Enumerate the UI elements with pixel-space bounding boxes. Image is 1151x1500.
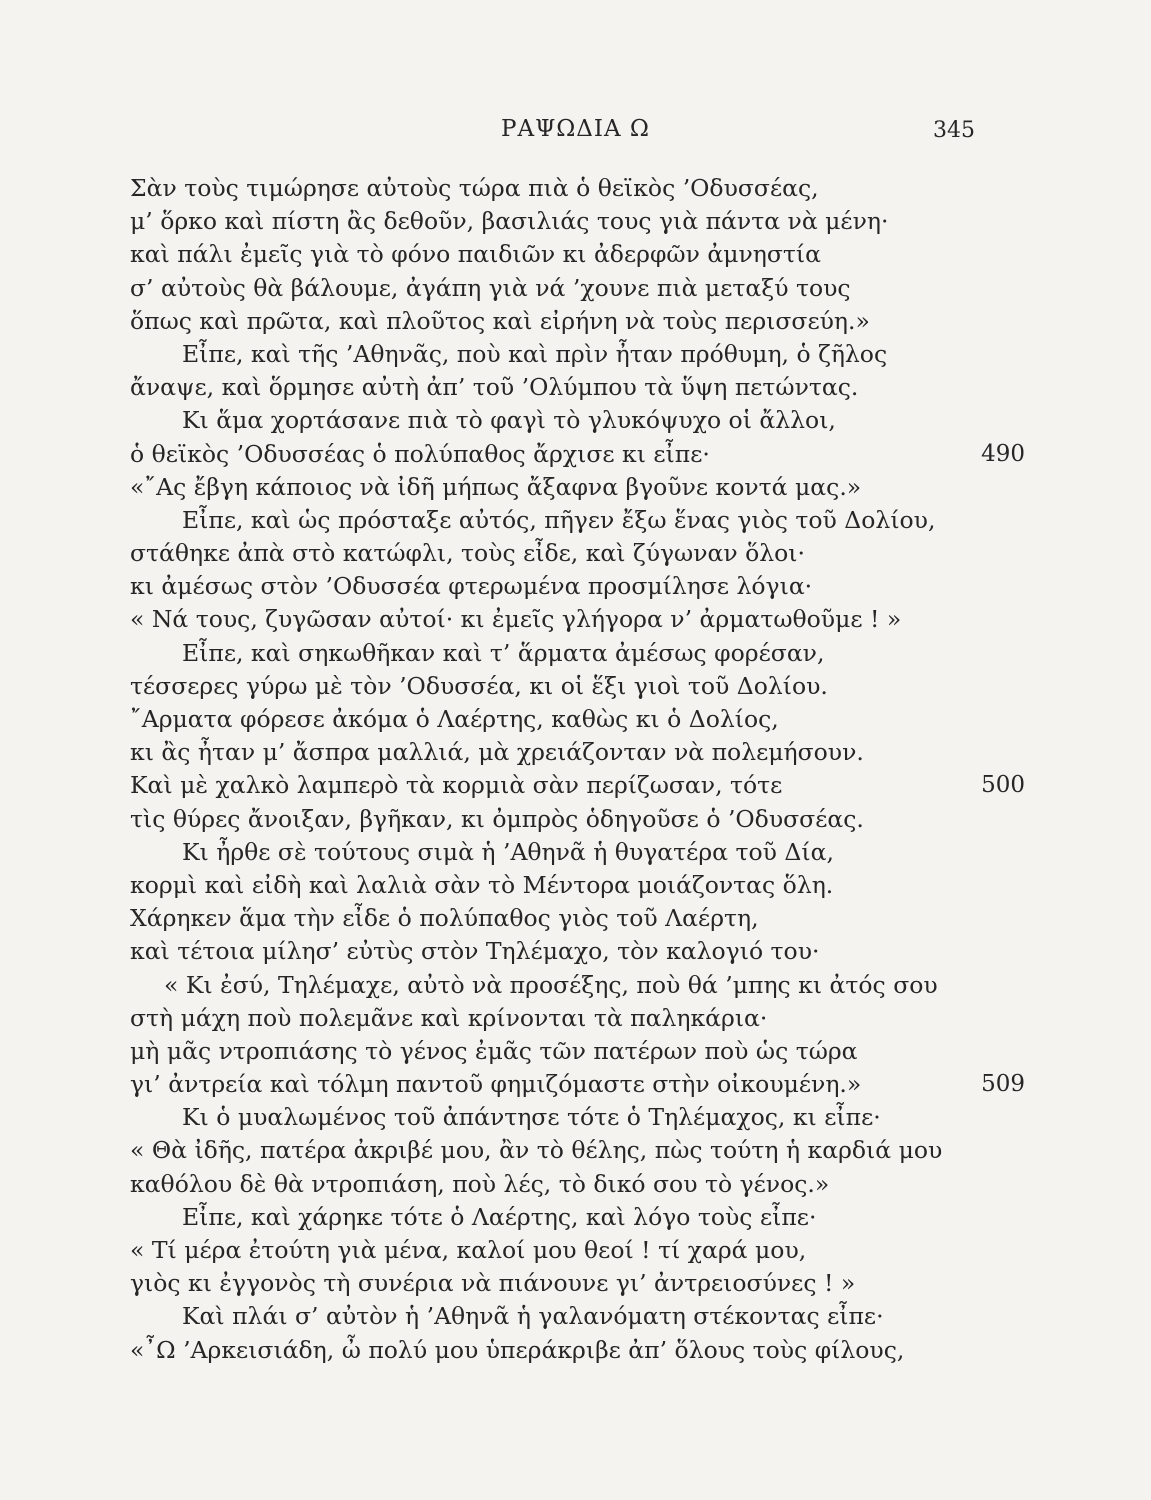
verse-line xyxy=(130,1134,1025,1167)
verse-line xyxy=(130,1068,1025,1101)
verse-line xyxy=(130,371,1025,404)
line-number: 500 xyxy=(981,772,1025,799)
verse-line xyxy=(130,537,1025,570)
verse-line xyxy=(130,703,1025,736)
verse-text: Εἶπε, καὶ χάρηκε τότε ὁ Λαέρτης, καὶ λόγο τοὺς εἶπε· xyxy=(182,1202,817,1231)
verse-line xyxy=(130,637,1025,670)
verse-line xyxy=(130,570,1025,603)
verse-text: « Νά τους, ζυγῶσαν αὐτοί· κι ἐμεῖς γλήγορα ν’ ἀρματωθοῦμε ! » xyxy=(130,605,902,634)
verse-text: Χάρηκεν ἅμα τὴν εἶδε ὁ πολύπαθος γιὸς τοῦ Λαέρτη, xyxy=(130,904,759,933)
verse-text: Εἶπε, καὶ τῆς ’Αθηνᾶς, ποὺ καὶ πρὶν ἦταν πρόθυμη, ὁ ζῆλος xyxy=(182,339,888,368)
verse-block xyxy=(130,172,1025,1367)
verse-line xyxy=(130,305,1025,338)
verse-text: Κι ἅμα χορτάσανε πιὰ τὸ φαγὶ τὸ γλυκόψυχο οἱ ἄλλοι, xyxy=(182,406,836,435)
verse-text: « Θὰ ἰδῆς, πατέρα ἀκριβέ μου, ἂν τὸ θέλης, πὼς τούτη ἡ καρδιά μου xyxy=(130,1136,943,1165)
verse-text: γιὸς κι ἐγγονὸς τὴ συνέρια νὰ πιάνουνε γι’ ἀντρειοσύνες ! » xyxy=(130,1269,856,1298)
verse-text: Καὶ πλάι σ’ αὐτὸν ἡ ’Αθηνᾶ ἡ γαλανόματη στέκοντας εἶπε· xyxy=(182,1302,884,1331)
page-number: 345 xyxy=(933,118,975,143)
line-number: 490 xyxy=(981,440,1025,467)
verse-line xyxy=(130,504,1025,537)
verse-text: τέσσερες γύρω μὲ τὸν ’Οδυσσέα, κι οἱ ἕξι γιοὶ τοῦ Δολίου. xyxy=(130,671,828,700)
verse-line xyxy=(130,205,1025,238)
verse-line xyxy=(130,1002,1025,1035)
verse-line xyxy=(130,1267,1025,1300)
verse-line xyxy=(130,471,1025,504)
verse-text: Κι ὁ μυαλωμένος τοῦ ἀπάντησε τότε ὁ Τηλέμαχος, κι εἶπε· xyxy=(182,1103,881,1132)
verse-text: καὶ πάλι ἐμεῖς γιὰ τὸ φόνο παιδιῶν κι ἀδερφῶν ἀμνηστία xyxy=(130,240,821,269)
verse-line xyxy=(130,869,1025,902)
verse-text: Καὶ μὲ χαλκὸ λαμπερὸ τὰ κορμιὰ σὰν περίζωσαν, τότε xyxy=(130,771,783,800)
verse-line xyxy=(130,969,1025,1002)
verse-line xyxy=(130,836,1025,869)
verse-text: ὅπως καὶ πρῶτα, καὶ πλοῦτος καὶ εἰρήνη νὰ τοὺς περισσεύη.» xyxy=(130,306,870,335)
verse-line xyxy=(130,1201,1025,1234)
verse-line xyxy=(130,404,1025,437)
verse-text: Εἶπε, καὶ ὡς πρόσταξε αὐτός, πῆγεν ἔξω ἕνας γιὸς τοῦ Δολίου, xyxy=(182,505,936,534)
verse-text: «῎Ας ἔβγη κάποιος νὰ ἰδῆ μήπως ἄξαφνα βγοῦνε κοντά μας.» xyxy=(130,472,862,501)
verse-line xyxy=(130,438,1025,471)
verse-line xyxy=(130,935,1025,968)
verse-text: καθόλου δὲ θὰ ντροπιάση, ποὺ λές, τὸ δικό σου τὸ γένος.» xyxy=(130,1169,830,1198)
verse-line xyxy=(130,736,1025,769)
verse-line xyxy=(130,902,1025,935)
verse-text: κορμὶ καὶ εἰδὴ καὶ λαλιὰ σὰν τὸ Μέντορα μοιάζοντας ὅλη. xyxy=(130,870,834,899)
verse-line xyxy=(130,272,1025,305)
verse-text: κι ἂς ἦταν μ’ ἄσπρα μαλλιά, μὰ χρειάζονταν νὰ πολεμήσουν. xyxy=(130,738,864,767)
verse-line xyxy=(130,1334,1025,1367)
verse-text: μὴ μᾶς ντροπιάσης τὸ γένος ἐμᾶς τῶν πατέρων ποὺ ὡς τώρα xyxy=(130,1036,858,1065)
verse-text: « Τί μέρα ἐτούτη γιὰ μένα, καλοί μου θεοί ! τί χαρά μου, xyxy=(130,1236,807,1264)
running-title: ΡΑΨΩΔΙΑ Ω xyxy=(500,116,650,142)
verse-line xyxy=(130,1035,1025,1068)
verse-text: «῏Ω ’Αρκεισιάδη, ὦ πολύ μου ὑπεράκριβε ἀπ’ ὅλους τοὺς φίλους, xyxy=(130,1335,905,1364)
verse-line xyxy=(130,1300,1025,1333)
verse-line xyxy=(130,670,1025,703)
verse-text: ἄναψε, καὶ ὅρμησε αὐτὴ ἀπ’ τοῦ ’Ολύμπου τὰ ὕψη πετώντας. xyxy=(130,373,859,402)
verse-text: ὁ θεϊκὸς ’Οδυσσέας ὁ πολύπαθος ἄρχισε κι εἶπε· xyxy=(130,439,710,468)
verse-text: ῎Αρματα φόρεσε ἀκόμα ὁ Λαέρτης, καθὼς κι ὁ Δολίος, xyxy=(130,705,779,733)
verse-line xyxy=(130,603,1025,636)
verse-text: κι ἀμέσως στὸν ’Οδυσσέα φτερωμένα προσμίλησε λόγια· xyxy=(130,572,813,601)
verse-text: μ’ ὅρκο καὶ πίστη ἂς δεθοῦν, βασιλιάς τους γιὰ πάντα νὰ μένη· xyxy=(130,207,889,236)
verse-text: Σὰν τοὺς τιμώρησε αὐτοὺς τώρα πιὰ ὁ θεϊκὸς ’Οδυσσέας, xyxy=(130,174,819,202)
verse-line xyxy=(130,1101,1025,1134)
verse-line xyxy=(130,172,1025,205)
line-number: 509 xyxy=(981,1071,1025,1098)
verse-text: στάθηκε ἀπὰ στὸ κατώφλι, τοὺς εἶδε, καὶ ζύγωναν ὅλοι· xyxy=(130,539,805,568)
verse-line xyxy=(130,338,1025,371)
verse-text: καὶ τέτοια μίλησ’ εὐτὺς στὸν Τηλέμαχο, τὸν καλογιό του· xyxy=(130,937,820,966)
verse-text: γι’ ἀντρεία καὶ τόλμη παντοῦ φημιζόμαστε στὴν οἰκουμένη.» xyxy=(130,1070,862,1099)
verse-text: τὶς θύρες ἄνοιξαν, βγῆκαν, κι ὀμπρὸς ὁδηγοῦσε ὁ ’Οδυσσέας. xyxy=(130,804,864,833)
verse-text: σ’ αὐτοὺς θὰ βάλουμε, ἀγάπη γιὰ νά ’χουνε πιὰ μεταξύ τους xyxy=(130,273,851,302)
verse-text: στὴ μάχη ποὺ πολεμᾶνε καὶ κρίνονται τὰ παληκάρια· xyxy=(130,1003,768,1032)
verse-line xyxy=(130,238,1025,271)
verse-line xyxy=(130,769,1025,802)
verse-line xyxy=(130,803,1025,836)
verse-line xyxy=(130,1234,1025,1267)
verse-text: Κι ἦρθε σὲ τούτους σιμὰ ἡ ’Αθηνᾶ ἡ θυγατέρα τοῦ Δία, xyxy=(182,837,834,866)
verse-text: Εἶπε, καὶ σηκωθῆκαν καὶ τ’ ἅρματα ἀμέσως φορέσαν, xyxy=(182,638,825,667)
verse-text: « Κι ἐσύ, Τηλέμαχε, αὐτὸ νὰ προσέξης, ποὺ θά ’μπης κι ἀτός σου xyxy=(164,970,938,999)
verse-line xyxy=(130,1168,1025,1201)
